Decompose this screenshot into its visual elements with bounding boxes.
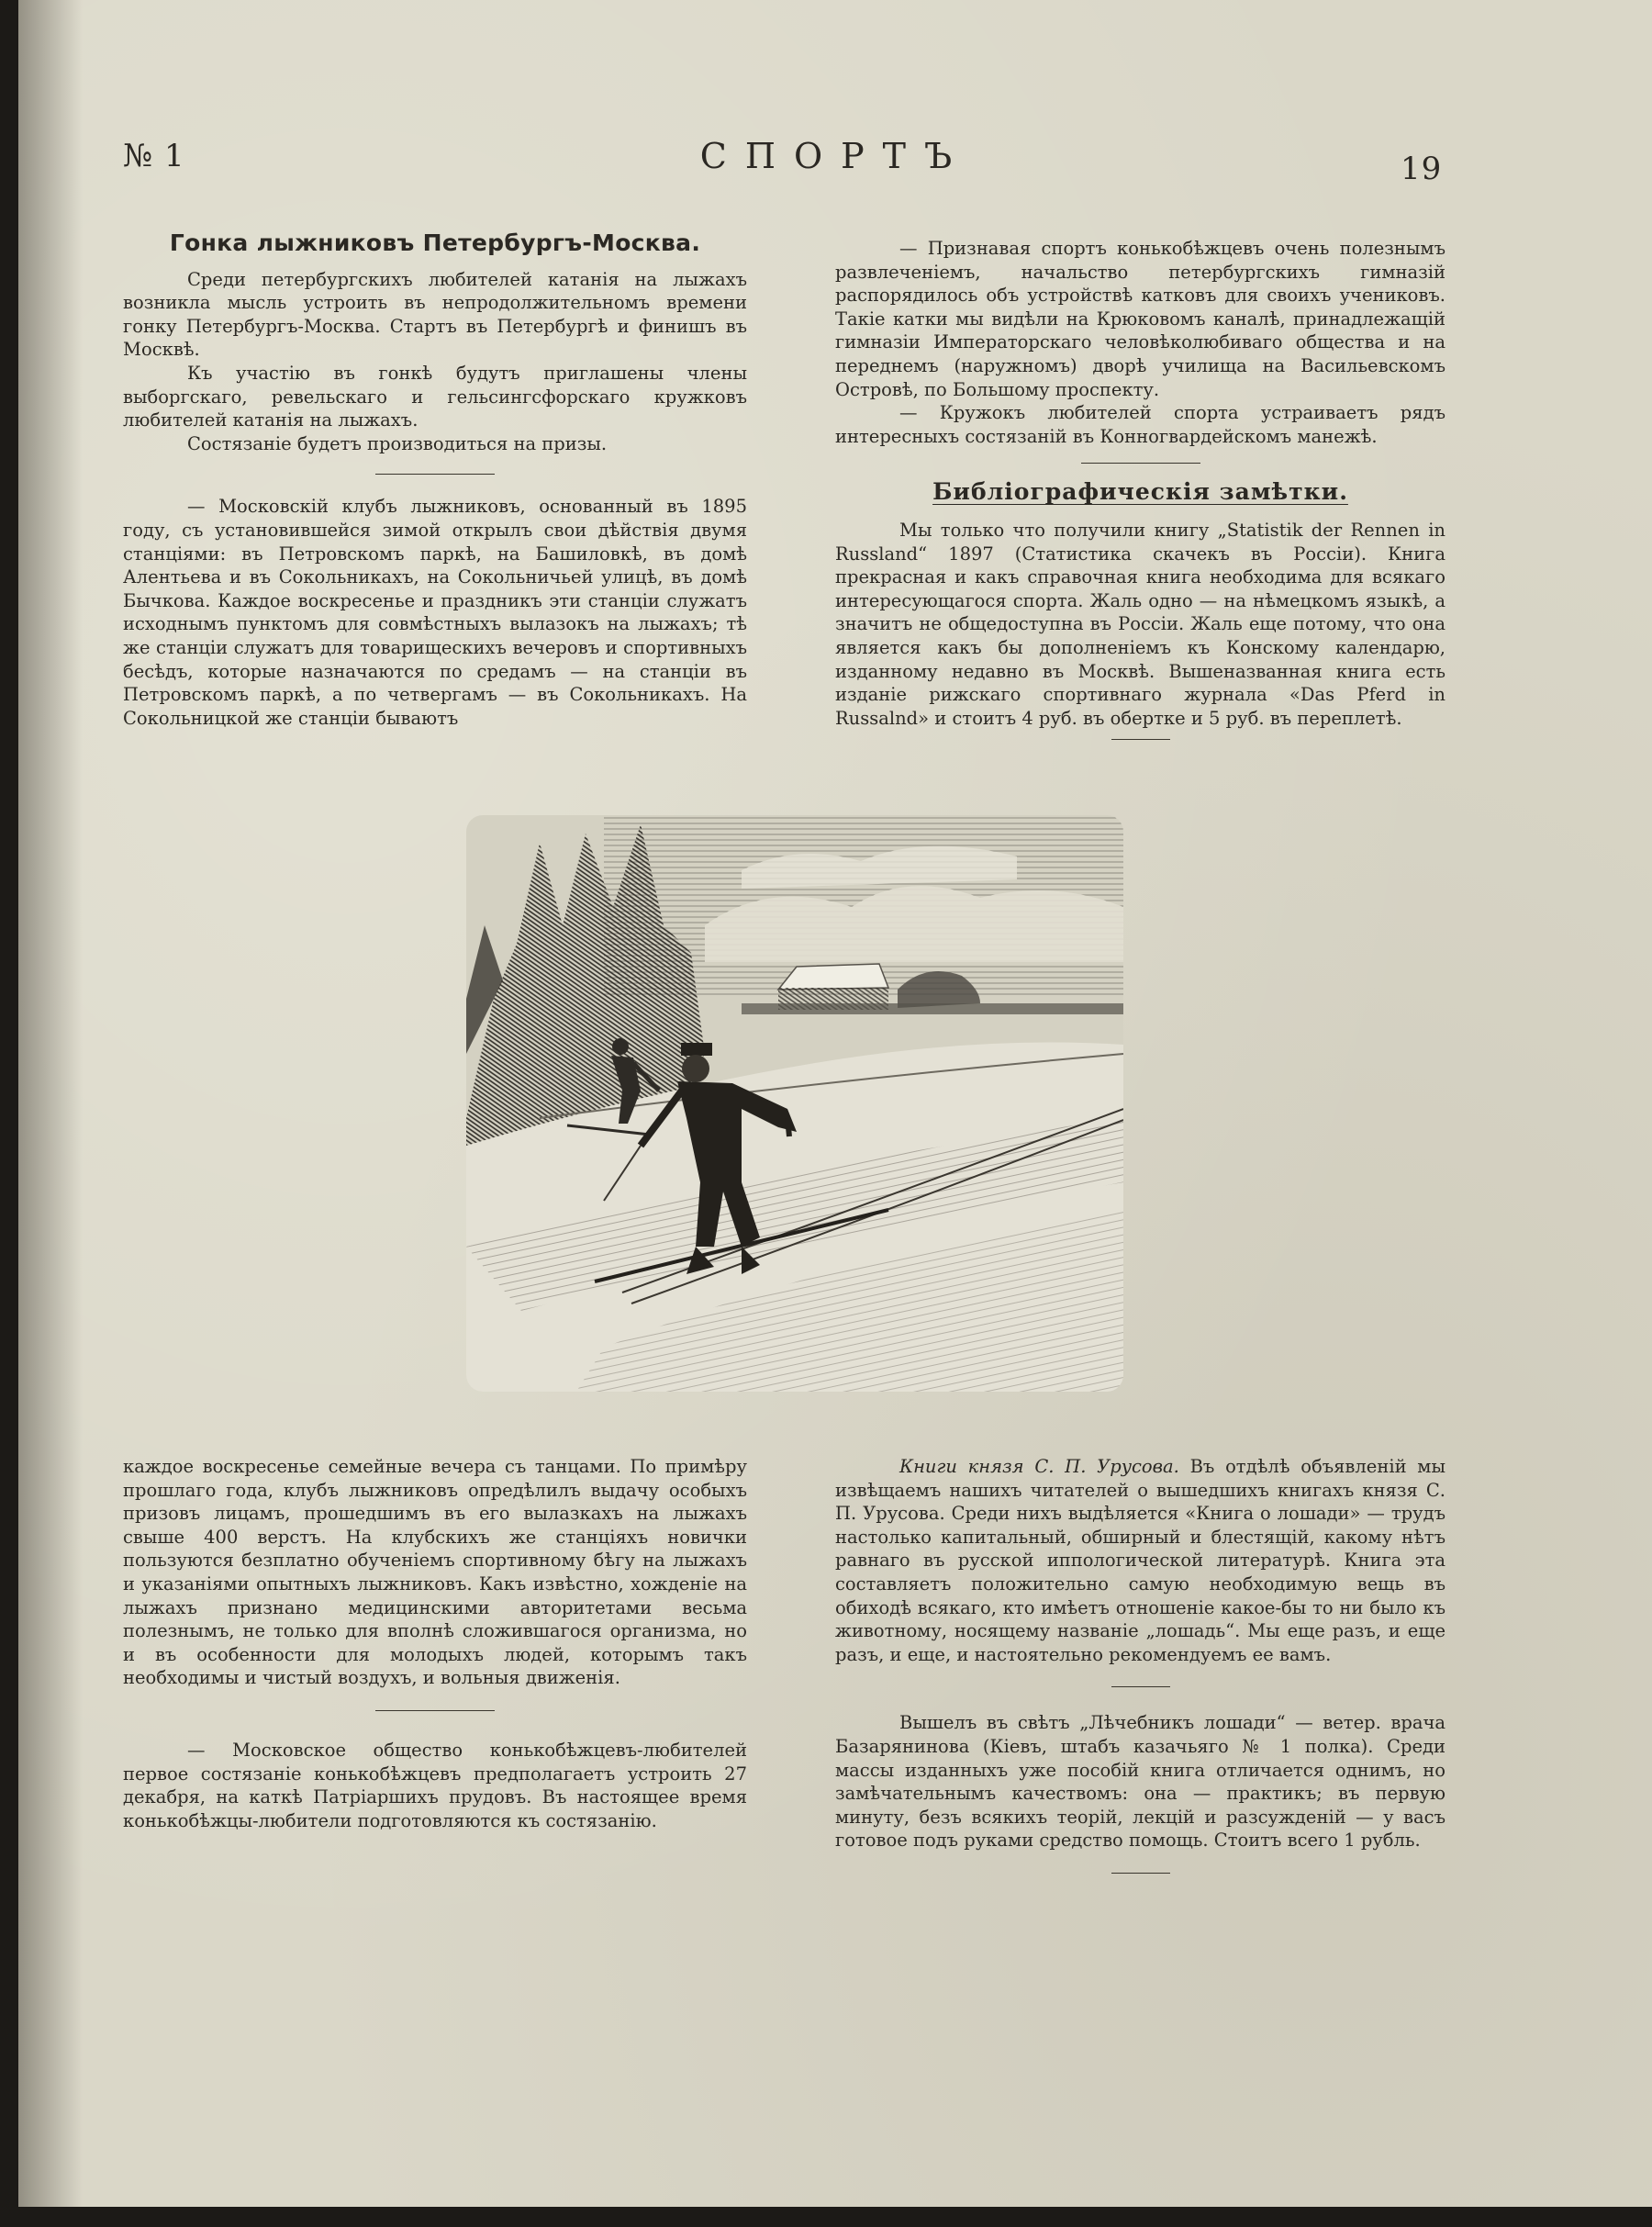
section-divider [375,474,495,475]
left-column-bottom [123,1455,747,1832]
urusov-books-lead: Книги князя С. П. Урусова. [899,1456,1179,1477]
ski-race-paragraph-2: Къ участію въ гонкѣ будутъ приглашены члены выборгскаго, ревельскаго и гельсингсфорскаго кружковъ любителей катанія на лыжахъ. [123,362,747,431]
page-number: 19 [1401,151,1443,187]
newspaper-page [18,0,1652,2207]
page-spine-shadow [18,0,83,2207]
ski-club-paragraph-2: каждое воскресенье семейные вечера съ танцами. По примѣру прошлаго года, клубъ лыжниковъ опредѣлилъ выдачу особыхъ призовъ лицамъ, прошедшимъ въ его вылазкахъ на лыжахъ свыше 400 верстъ. На клубскихъ же станціяхъ новички пользуются безплатно обученіемъ спортивному бѣгу на лыжахъ и указаніями опытныхъ лыжниковъ. Какъ извѣстно, хожденіе на лыжахъ признано медицинскими авторитетами весьма полезнымъ, не только для вполнѣ сложившагося организма, но и въ особенности для молодыхъ людей, которымъ такъ необходимы и чистый воздухъ, и вольныя движенія. [123,1456,747,1689]
gymnasium-paragraph-2: — Кружокъ любителей спорта устраиваетъ рядъ интересныхъ состязаній въ Конногвардейскомъ манежѣ. [835,402,1446,447]
ski-race-paragraph-3: Состязаніе будетъ производиться на призы. [187,432,608,454]
section-divider [1111,739,1170,740]
ski-club-paragraph-1: — Московскій клубъ лыжниковъ, основанный въ 1895 году, съ установившейся зимой открылъ свои дѣйствія двумя станціями: въ Петровскомъ паркѣ, на Башиловкѣ, въ домѣ Алентьева и въ Сокольникахъ, на Сокольничьей улицѣ, въ домѣ Бычкова. Каждое воскресенье и праздникъ эти станціи служатъ исходнымъ пунктомъ для совмѣстныхъ вылазокъ на лыжахъ; тѣ же станціи служатъ для товарищескихъ вечеровъ и спортивныхъ бесѣдъ, которые назначаются по средамъ — на станціи въ Петровскомъ паркѣ, а по четвергамъ — въ Сокольникахъ. На Сокольницкой же станціи бываютъ [123,496,747,729]
urusov-books-paragraph [835,1455,1446,1666]
left-column-top [123,231,747,730]
skaters-paragraph: — Московское общество конькобѣжцевъ-любителей первое состязаніе конькобѣжцевъ предполагаетъ устроить 27 декабря, на каткѣ Патріаршихъ прудовъ. Въ настоящее время конькобѣжцы-любители подготовляются къ состязанію. [123,1739,747,1831]
bibliography-heading: Библіографическія замѣтки. [932,478,1348,506]
urusov-books-body: Въ отдѣлѣ объявленій мы извѣщаемъ нашихъ читателей о вышедшихъ книгахъ князя С. П. Урусова. Среди нихъ выдѣляется «Книга о лошади» — трудъ настолько капитальный, обширный и блестящій, какому нѣтъ равнаго въ русской иппологической литературѣ. Книга эта составляетъ положительно самую необходимую вещь въ обиходѣ всякаго, кто имѣетъ отношеніе какое-бы то ни было къ животному, носящему названіе „лошадь“. Мы еще разъ, и еще разъ, и еще, и настоятельно рекомендуемъ ее вамъ. [835,1456,1446,1665]
section-divider [1081,463,1200,464]
section-divider [1111,1873,1170,1874]
issue-number: № 1 [123,138,185,174]
right-column-top [835,237,1446,762]
ski-race-heading: Гонка лыжниковъ Петербургъ-Москва. [169,229,701,256]
page-title: СПОРТЪ [699,136,971,176]
ski-race-paragraph-1: Среди петербургскихъ любителей катанія на лыжахъ возникла мысль устроить въ непродолжительномъ времени гонку Петербургъ-Москва. Стартъ въ Петербургѣ и финишъ въ Москвѣ. [123,268,747,361]
vet-book-paragraph: Вышелъ въ свѣтъ „Лѣчебникъ лошади“ — ветер. врача Базарянинова (Кіевъ, штабъ казачьяго № 1 полка). Среди массы изданныхъ уже пособій книга отличается однимъ, но замѣчательнымъ качествомъ: она — практикъ; въ первую минуту, безъ всякихъ теорій, лекцій и разсужденій — у васъ готовое подъ руками средство помощь. Стоитъ всего 1 рубль. [835,1712,1446,1852]
bibliography-paragraph: Мы только что получили книгу „Statistik der Rennen in Russland“ 1897 (Статистика скачекъ въ Россіи). Книга прекрасная и какъ справочная книга необходима для всякаго интересующагося спорта. Жаль одно — на нѣмецкомъ языкѣ, а значитъ не общедоступна въ Россіи. Жаль еще потому, что она является какъ бы дополненіемъ къ Конскому календарю, изданному недавно въ Москвѣ. Вышеназванная книга есть изданіе рижскаго спортивнаго журнала «Das Pferd in Russalnd» и стоитъ 4 руб. въ обертке и 5 руб. въ переплетѣ. [835,519,1446,729]
skiers-engraving-svg [466,815,1123,1392]
section-divider [1111,1686,1170,1687]
right-column-bottom [835,1455,1446,1896]
section-divider [375,1710,495,1711]
skiers-engraving [466,815,1123,1392]
gymnasium-paragraph-1: — Признавая спортъ конькобѣжцевъ очень полезнымъ развлеченіемъ, начальство петербургскихъ гимназій распорядилось объ устройствѣ катковъ для своихъ учениковъ. Такіе катки мы видѣли на Крюковомъ каналѣ, принадлежащій гимназіи Императорскаго человѣколюбиваго общества и на переднемъ (наружномъ) дворѣ училища на Васильевскомъ Островѣ, по Большому проспекту. [835,238,1446,400]
